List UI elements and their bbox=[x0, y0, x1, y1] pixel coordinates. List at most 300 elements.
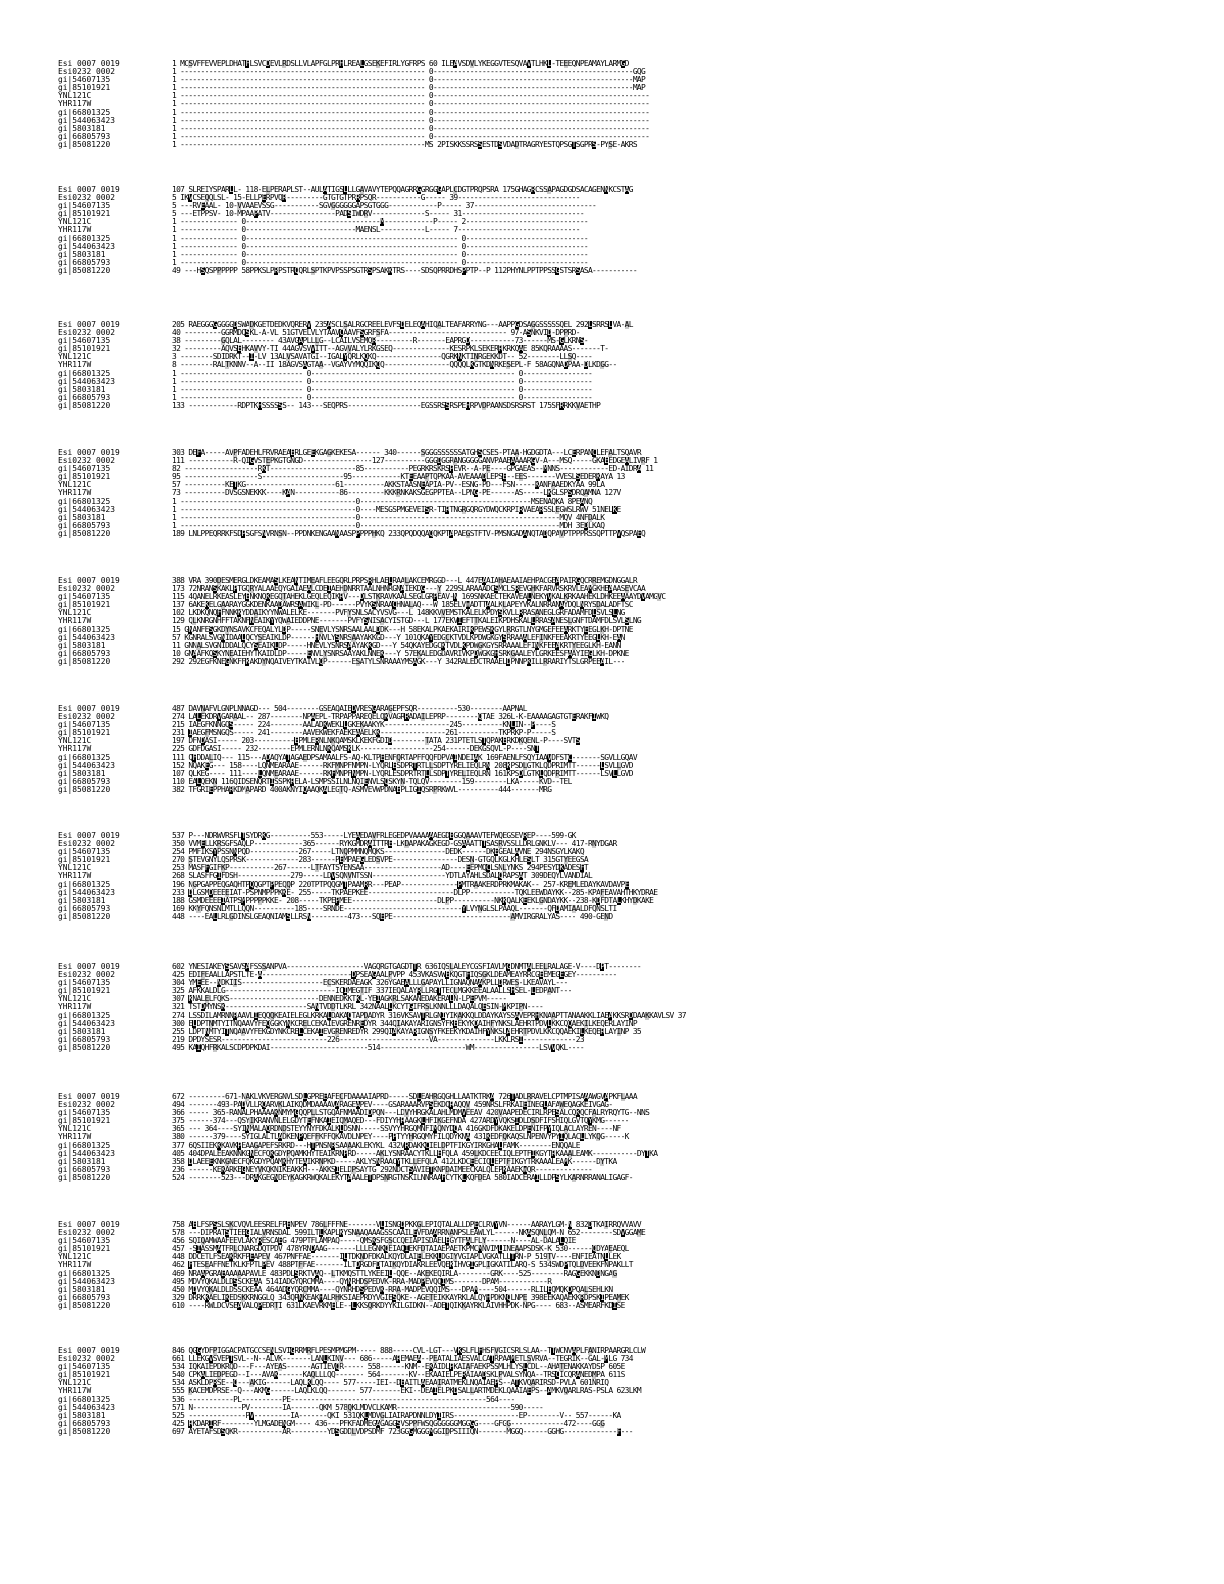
sequence-residues: 448 ----EALLRLGDINSLGEAQNIAMSLLRSN---------473---SQEPE-----------------------------AMVIRGRALYAS---- 490-GEND bbox=[172, 912, 613, 921]
alignment-row bbox=[58, 353, 1168, 361]
sequence-name: YHR117W bbox=[58, 1261, 92, 1270]
alignment-row bbox=[58, 194, 1168, 202]
alignment-row bbox=[58, 76, 1168, 84]
sequence-name: YNL121C bbox=[58, 218, 92, 227]
alignment-row bbox=[58, 721, 1168, 729]
sequence-residues: 388 VRA 390DESMERGLDKEAMASLKEANTIMEAFLEEGQRLPRPSRHLAELRAALAKCEMRGGD---L 447EAAIAHAEAAIAEHPACGEAPAIRGQCRREMGDNGGALR bbox=[172, 577, 637, 585]
alignment-row bbox=[58, 125, 1168, 133]
sequence-name: gi|85081220 bbox=[58, 140, 111, 149]
alignment-row bbox=[58, 1221, 1168, 1229]
alignment-row bbox=[58, 473, 1168, 481]
sequence-residues: 578 ---DIPRATSTIEEGIALVRNSDAL 599ILTLKAPLKYSNAAQAAAGSSCAAILEVFDAARRNANPSLEAWLYL------NKASQNLQM-N 652--------SDVGGAME bbox=[172, 1229, 646, 1238]
sequence-name: Esi0232 0002 bbox=[58, 971, 116, 980]
sequence-name: YNL121C bbox=[58, 1379, 92, 1388]
sequence-residues: 325 AFKKALDLG---------------------------ICIMEGTIF 337IEQALAYRLLRGTTECLMGKKEEALAALLSHSEL-LEDPANT--- bbox=[172, 987, 572, 996]
alignment-row bbox=[58, 1158, 1168, 1166]
sequence-name: gi|66801325 bbox=[58, 234, 111, 243]
sequence-residues: 219 DPDYSESR--------------------------226----------------------VA--------------LKKLRSI-------------23 bbox=[172, 1035, 584, 1044]
sequence-residues: 107 QLKEG---- 111----LQNMEARAAE------RKFMNPFNMPN-LYQRLESDPRTRTLLSDPTYRELIEQLRN 161KPSDLGTKLQDPRIMTT------LSVLLGVD bbox=[172, 769, 633, 778]
alignment-row bbox=[58, 1166, 1168, 1174]
sequence-residues: 525 --------------PV---------IA-------QKI 531QKLMDVGLIAIRAPDNNLDYIIRS----------------EP--------V-- 557------KA bbox=[172, 1411, 621, 1420]
sequence-residues: 274 LSSDILAMRNNRAAVLIEQQQKEAIELEGLKRKALDAKAQTAPDADYR 316VKSAVTRLGNIYIKAKKQLDDAYKAYSSAVEPRHKNAAPTTANAAKKLIAEAKKSRDDAAKKAVLSV 37 bbox=[172, 1011, 686, 1020]
sequence-residues: 107 SLREIYSPARLL- 118-ELPERAPLST--AULATIGSLLLGAVAVYTEPQQAGRRGGRGGGAPLCDGTPRQPSRA 175GHAGRCSSAPAGDGDSACAGENNKCSTAG bbox=[172, 186, 633, 194]
sequence-residues: 49 ---HSQSPPPPPP 58PPKSLPRPSTRQQRLSPTKPVPSSPSGTRSPSAKKTRS----SDSQPRRDHSPPTP--P 112PHYNLPPTPPSSGSTSRSASA----------- bbox=[172, 266, 637, 275]
sequence-name: gi|85101921 bbox=[58, 987, 111, 996]
sequence-name: gi|5803181 bbox=[58, 641, 106, 650]
alignment-row bbox=[58, 370, 1168, 378]
sequence-residues: 1 ------------------------------------------------------------ 0----------------------------------------------------- bbox=[172, 100, 650, 109]
sequence-residues: 274 LALEKDRVGARAAL-- 287--------NPAEPL-TRPAPPAREQELQKVAGRRADAILEPRP--------QTAE 326L-K-EAAAAGAGTGTERAKFIWKQ bbox=[172, 713, 609, 722]
sequence-residues: 1 ------------------------------ 0-------------------------------------------------- 0----------------- bbox=[172, 385, 593, 394]
alignment-row bbox=[58, 1428, 1168, 1436]
sequence-residues: 236 ------KEKARKEGNEYVKQKNIKEAKKH---AKKSIELDPSAYTG 292NDCTSAVIETKNPDAIMEECKALQLEPKAAEKWQR-------------- bbox=[172, 1165, 593, 1174]
sequence-residues: 1 ------------------------------------------------------------ 0----------------------------------------------------- bbox=[172, 132, 650, 141]
sequence-residues: 1 -------------------------------------------0----MESGSPMGEVEISR-TIRTNGRGQRGYDWQCKRPIRVAEARSSLEGWSLRWV 51NELKE bbox=[172, 505, 621, 514]
alignment-row bbox=[58, 626, 1168, 634]
sequence-residues: 73 ----------DVSGSNEKKK----KAN-----------86---------KKKRNKAKSGEGPPTEA--LPNG-PE------AS-----LKGLSPSDRQAMNA 127V bbox=[172, 489, 621, 498]
alignment-row bbox=[58, 378, 1168, 386]
sequence-residues: 846 QGGYDFPIGGACPATGCCSENLSVIGRRMRFLPESMPMGPM----- 888-----CVL-LGT---VKSLFLFHSFVGICSRLSLAA--TTWCNVAPLFANIRPAARGRLCLW bbox=[172, 1347, 646, 1355]
alignment-row bbox=[58, 457, 1168, 465]
sequence-name: Esi 0007 0019 bbox=[58, 963, 120, 971]
sequence-residues: 307 KNALELFQKS----------------------DENNEDKKTKL-YEIAGKRLSAKANEDAKERALN-LPEPVM----- bbox=[172, 995, 507, 1004]
alignment-row bbox=[58, 1020, 1168, 1028]
alignment-row bbox=[58, 321, 1168, 329]
sequence-name: Esi0232 0002 bbox=[58, 1355, 116, 1364]
sequence-residues: 270 STEVGNYLQSPRSK-------------283------PEMPAEGLEDSVPE----------------DESN-GTGQLKGLKHLESLT 315GTYEEGSA bbox=[172, 856, 588, 865]
alignment-row bbox=[58, 1253, 1168, 1261]
sequence-name: gi|66805793 bbox=[58, 393, 111, 402]
sequence-name: YNL121C bbox=[58, 737, 92, 746]
sequence-name: gi|5803181 bbox=[58, 896, 106, 905]
sequence-name: YNL121C bbox=[58, 864, 92, 873]
alignment-row bbox=[58, 522, 1168, 530]
sequence-name: gi|66805793 bbox=[58, 132, 111, 141]
alignment-row bbox=[58, 394, 1168, 402]
sequence-residues: 450 MDVYQKALDLDSSCKEAA 464ADGYQRCMMA----QYNRHDSPEDVK-RRA-MADPEVQQIMS---DPAM----504------RLILEQMQKDPQALSEHLKN bbox=[172, 1285, 613, 1294]
alignment-row bbox=[58, 141, 1168, 149]
alignment-row bbox=[58, 872, 1168, 880]
alignment-row bbox=[58, 1286, 1168, 1294]
alignment-row bbox=[58, 585, 1168, 593]
alignment-row bbox=[58, 881, 1168, 889]
sequence-name: gi|5803181 bbox=[58, 1285, 106, 1294]
sequence-name: gi|544063423 bbox=[58, 1403, 116, 1412]
alignment-row bbox=[58, 745, 1168, 753]
sequence-name: gi|544063423 bbox=[58, 1019, 116, 1028]
alignment-row bbox=[58, 60, 1168, 68]
sequence-residues: 1 ------------------------------ 0-------------------------------------------------- 0----------------- bbox=[172, 393, 593, 402]
sequence-name: gi|544063423 bbox=[58, 1277, 116, 1286]
sequence-name: gi|66801325 bbox=[58, 369, 111, 378]
sequence-residues: 3 --------SDIDRKT--I-LV 13ALVSAVATGI--IGALYQRLKQKQ----------------QGRKNKTINRGEKKDT-- 52--------LLSQ---- bbox=[172, 353, 593, 362]
alignment-row bbox=[58, 1387, 1168, 1395]
alignment-row bbox=[58, 1101, 1168, 1109]
alignment-row bbox=[58, 593, 1168, 601]
sequence-residues: 697 AYETAFSDSQKR-----------AR---------YDSGDDLVDPSDMF 723GGGMGGGMGGIDPSIIIQN-------MGGQ------GGHG-------------F--- bbox=[172, 1427, 633, 1436]
alignment-row bbox=[58, 1396, 1168, 1404]
sequence-residues: 188 GSMDEEEEIATPSMPPPPPKKE- 208-----TKPEPMEE---------------------DLPP----------NKKQALKEEKLGNDAYKK--238-KDFDTALKHYDKAKE bbox=[172, 896, 654, 905]
alignment-row bbox=[58, 386, 1168, 394]
sequence-residues: 1 -------------------------------------------0-------------------------------------------------MDH 3EDLKAQ bbox=[172, 521, 605, 530]
sequence-name: YNL121C bbox=[58, 1253, 92, 1262]
sequence-name: Esi 0007 0019 bbox=[58, 186, 120, 194]
alignment-row bbox=[58, 259, 1168, 267]
sequence-name: gi|85101921 bbox=[58, 601, 111, 610]
alignment-row bbox=[58, 1261, 1168, 1269]
sequence-name: gi|544063423 bbox=[58, 377, 116, 386]
sequence-name: gi|5803181 bbox=[58, 513, 106, 522]
alignment-row bbox=[58, 897, 1168, 905]
sequence-name: gi|66805793 bbox=[58, 904, 111, 913]
alignment-row bbox=[58, 329, 1168, 337]
sequence-name: gi|85081220 bbox=[58, 1427, 111, 1436]
sequence-name: gi|66801325 bbox=[58, 1395, 111, 1404]
alignment-row bbox=[58, 1174, 1168, 1182]
sequence-residues: 231 IAEGFMSNGQS----- 241--------AAVEKWEKFAEKEAAELKK----------------261----------TKPRKP-P-----S bbox=[172, 729, 556, 738]
alignment-row bbox=[58, 1412, 1168, 1420]
sequence-residues: 233 DLGSMDEEEEIAT-PSPNMPPPKKE- 255-----TKPAEPKEE---------------------DLPP-----------TQKLEEWDAYKK--285-KPAFEAVAHTHKYDRAE bbox=[172, 888, 658, 897]
sequence-name: Esi 0007 0019 bbox=[58, 1221, 120, 1229]
alignment-row bbox=[58, 995, 1168, 1003]
sequence-name: gi|54607135 bbox=[58, 1237, 111, 1246]
alignment-row bbox=[58, 1363, 1168, 1371]
sequence-residues: 536 -----------PL----------PE------------------------------------------------564---- bbox=[172, 1395, 515, 1404]
sequence-residues: 382 TFGRIEPPHARKDMAPARD 400AKNYIQAAQKALEGTQ-ASMVEVWPDNAEPLIGIQSRPRKWVL----------444-------MRG bbox=[172, 785, 552, 794]
sequence-name: gi|85101921 bbox=[58, 1117, 111, 1126]
sequence-name: gi|85101921 bbox=[58, 729, 111, 738]
sequence-residues: 1 -------------------------------------------0-------------------------------------------------MQV 4NFDALK bbox=[172, 513, 605, 522]
sequence-residues: 1 MCSVFFEVVEPLDHATFLSVCDEVLRDSLLVLAPFGLPRHLREALGSEKEFIRLYGFRPS 60 ILEAVSDVLYKEGGVTESQVAVTLHKL-TEEEQNPEAMAYLARMGD bbox=[172, 60, 629, 68]
alignment-row bbox=[58, 267, 1168, 275]
sequence-name: YHR117W bbox=[58, 361, 92, 370]
sequence-residues: 82 ------------------RKT---------------------85-----------PEGRKRSKRSPEVR--A-PE----GPGAEAS--MNNS------------ED-AIDRA 11 bbox=[172, 465, 654, 474]
sequence-residues: 358 DLAEEEKNKGNECFQKGDYPQAMKHYTEAIKRNPKD-----AKLYSNRAACYTKLLEFQLA 412LKDCEECIQLEPTFIKGYTRKAAALEAMK------DYTKA bbox=[172, 1157, 617, 1166]
sequence-residues: 380 ------379----SYIGLALTLADKENPQEFFKFFQKAVDLNPEY----PPTYYHRGQMYFILQDYKNA 431KEDFQKAQSLNPENVYPYIQLACLLYKQG-----K bbox=[172, 1133, 629, 1142]
alignment-row bbox=[58, 1420, 1168, 1428]
sequence-name: gi|66801325 bbox=[58, 880, 111, 889]
sequence-name: gi|85101921 bbox=[58, 856, 111, 865]
sequence-residues: 254 PMFIKSYPSSNNPQD------------267-----LTNQPMMNQMQKS---------------DEDK------DKEGEALAVNE 294NSGYLKAKQ bbox=[172, 848, 584, 857]
sequence-residues: 758 AELFSPSSLSKCVQVLEESRELFPENPEV 786LFFFNE-------VLISNGDPKKGLEPIQTALALLDPECLRVYVN------AARAYLGM-N 832DTKAIRRQVVAVV bbox=[172, 1221, 641, 1229]
sequence-residues: 1 -------------- 0---------------------------------------------------- 0------------------------------ bbox=[172, 258, 588, 267]
alignment-row bbox=[58, 1125, 1168, 1133]
alignment-row bbox=[58, 345, 1168, 353]
alignment-row bbox=[58, 889, 1168, 897]
sequence-residues: 1 ------------------------------ 0-------------------------------------------------- 0----------------- bbox=[172, 369, 593, 378]
alignment-row bbox=[58, 186, 1168, 194]
sequence-name: gi|85081220 bbox=[58, 401, 111, 410]
sequence-name: Esi 0007 0019 bbox=[58, 60, 120, 68]
sequence-residues: 102 LKDKQNQFFNNKKYDDAIKYYNWALELKE-------PVFYSNLSACYVSVG---L 148KKVVEMSTKALELKPDYSKVLLRRASANEGLGRFADAMFDLSVLSLNG bbox=[172, 609, 625, 618]
sequence-name: gi|85081220 bbox=[58, 266, 111, 275]
sequence-name: Esi0232 0002 bbox=[58, 329, 116, 338]
sequence-residues: 1 -------------- 0---------------------------------------------------- 0------------------------------ bbox=[172, 234, 588, 243]
alignment-row bbox=[58, 609, 1168, 617]
sequence-name: Esi0232 0002 bbox=[58, 457, 116, 466]
sequence-residues: 350 VVMELLKRSGFSAQLP------------365------RYKGMDRAITTRE-LKDAPAKAGKEGD-GSAAATTTSASRVSSLLDRLGNKLV--- 417-RNYDGAR bbox=[172, 840, 617, 849]
sequence-residues: 173 72NRANSKAKLPTGQRYALAAEQYGAIAEALCDEIAEHDNRRTAALNHNRGNAIEKDG---Y 229SLARAAADCSMCLSREVGHKFARVRSKRVLEAMGKHEAAASEVCAA bbox=[172, 585, 646, 594]
sequence-residues: 321 TSTDMYNSK--------------------SANTVDDTLKRL 342NAALLKCYTGIFRSLKNNLLLDAQALQESIN-MKPIPN---- bbox=[172, 1003, 544, 1012]
sequence-residues: 602 YNESIAKEYSSAVSAFSSSANPVA-------------------VAGQRGTGAGDTTR 636IQSLALEYCGSFIAVLMGDNMTALEELRALAGE-V----DPT-------- bbox=[172, 963, 641, 971]
sequence-name: Esi 0007 0019 bbox=[58, 1347, 120, 1355]
alignment-row bbox=[58, 1044, 1168, 1052]
alignment-row bbox=[58, 530, 1168, 538]
alignment-row bbox=[58, 1028, 1168, 1036]
sequence-name: gi|54607135 bbox=[58, 76, 111, 85]
sequence-name: YHR117W bbox=[58, 100, 92, 109]
alignment-row bbox=[58, 737, 1168, 745]
sequence-name: gi|85081220 bbox=[58, 785, 111, 794]
alignment-row bbox=[58, 770, 1168, 778]
alignment-row bbox=[58, 840, 1168, 848]
sequence-name: gi|66805793 bbox=[58, 1165, 111, 1174]
sequence-name: gi|5803181 bbox=[58, 1157, 106, 1166]
sequence-name: gi|66805793 bbox=[58, 777, 111, 786]
sequence-name: Esi0232 0002 bbox=[58, 1229, 116, 1238]
alignment-block bbox=[58, 1221, 1168, 1310]
alignment-row bbox=[58, 786, 1168, 794]
sequence-residues: 1 -------------- 0---------------------------------M------------P----- 2------------------------------ bbox=[172, 218, 588, 227]
sequence-name: gi|85101921 bbox=[58, 210, 111, 219]
sequence-name: YHR117W bbox=[58, 226, 92, 235]
sequence-residues: 495 MDVYQKALDLDSSCKEAA 514IADGYQRCMMA----QYNRHDSPEDVK-RRA-MADPEVQQIMS-------DPAM------------R bbox=[172, 1277, 552, 1286]
alignment-row bbox=[58, 1117, 1168, 1125]
sequence-name: YHR117W bbox=[58, 617, 92, 626]
sequence-residues: 457 -SIASSMATFRLCNARGDQTPDV 478YRNDAAG-------LLLEGNKQEIAQIEKFDTAIAEPAETKPMCMNVIMLINEAAPSDSK-K 530------QDYAEAEQL bbox=[172, 1245, 629, 1254]
alignment-row bbox=[58, 1278, 1168, 1286]
alignment-row bbox=[58, 1133, 1168, 1141]
sequence-residues: 1 ------------------------------------------------------------ 0----------------------------------------------------- bbox=[172, 92, 650, 101]
alignment-row bbox=[58, 650, 1168, 658]
sequence-name: gi|66801325 bbox=[58, 625, 111, 634]
sequence-name: gi|66805793 bbox=[58, 1419, 111, 1428]
sequence-name: gi|544063423 bbox=[58, 242, 116, 251]
sequence-name: YHR117W bbox=[58, 489, 92, 498]
alignment-row bbox=[58, 1109, 1168, 1117]
sequence-name: gi|544063423 bbox=[58, 761, 116, 770]
sequence-residues: 610 ----RWLDCVSEAVALQPEDRTI 631LKAEVRKMELE--LKKSQRKDYYKILGIDKN--ADETQIKKAYRKLAIVHHPDK-NPG---- 683--ASMEARFKDISE bbox=[172, 1301, 625, 1310]
sequence-residues: 365 --- 364----SYINMALAQRDNDSTEYYNYFDKALKLDSNN-----SSVYYHRGQMNFIMQNYDQA 416GKDFDKAKELDPENIFPYIQLACLAYREN----NF bbox=[172, 1125, 621, 1134]
alignment-block bbox=[58, 1347, 1168, 1436]
sequence-name: gi|5803181 bbox=[58, 1027, 106, 1036]
alignment-row bbox=[58, 1245, 1168, 1253]
sequence-name: gi|5803181 bbox=[58, 250, 106, 259]
sequence-residues: 1 ------------------------------------------------------------ 0----------------------------------------------------- bbox=[172, 116, 650, 125]
sequence-name: gi|544063423 bbox=[58, 1149, 116, 1158]
sequence-name: YNL121C bbox=[58, 481, 92, 490]
sequence-residues: 5 IKVCSEQQLSL- 15-ELLPERPVQR---------GTGTGTPRRPSQR-----------G----- 39------------------------------ bbox=[172, 194, 580, 203]
alignment-row bbox=[58, 243, 1168, 251]
sequence-name: Esi0232 0002 bbox=[58, 68, 116, 77]
sequence-residues: 11 GNNALSVGNIDDALQCYSEAIKLDP-----HNEVLYSNRSAAYAKKGD---Y 54QKAYEDGCKTVDLKPDWGKGYSRRAAALEFINKFEEAKRTYEEGLKH-EANN bbox=[172, 641, 621, 650]
sequence-name: Esi0232 0002 bbox=[58, 840, 116, 849]
sequence-name: gi|85101921 bbox=[58, 345, 111, 354]
sequence-name: gi|54607135 bbox=[58, 1363, 111, 1372]
sequence-residues: 133 ------------RDPTKHSSSSSS-- 143---SEQPRS------------------EGSSRSSRSPEHRPVDPAANSDSRSRST 175SFRRKKVAETHP bbox=[172, 401, 601, 410]
alignment-row bbox=[58, 1371, 1168, 1379]
alignment-row bbox=[58, 100, 1168, 108]
sequence-name: gi|54607135 bbox=[58, 979, 111, 988]
sequence-residues: 661 LLEKGVSVEPTSVL--N--ALVK-------LANLKINV--- 686-----AREMAEA--PEATALIAESVALCATRPAAMETLSVRVA--TEGRIK--GAL-MLG 734 bbox=[172, 1355, 633, 1364]
alignment-row bbox=[58, 68, 1168, 76]
sequence-name: gi|54607135 bbox=[58, 1109, 111, 1118]
alignment-row bbox=[58, 1294, 1168, 1302]
sequence-name: gi|544063423 bbox=[58, 633, 116, 642]
alignment-block bbox=[58, 449, 1168, 538]
alignment-row bbox=[58, 1302, 1168, 1310]
sequence-name: gi|5803181 bbox=[58, 385, 106, 394]
alignment-row bbox=[58, 905, 1168, 913]
alignment-row bbox=[58, 1355, 1168, 1363]
sequence-residues: 540 CPKALIEDPEGD--I---AVAK------KAQLLLQQ------- 564-------KV--EKAAIELPERAIAADSKLPVALSYNQA--TRSCICQRANEDMPA 611S bbox=[172, 1371, 625, 1380]
alignment-block bbox=[58, 60, 1168, 149]
sequence-residues: 225 GDFDGASI----- 232--------EPMLERNLNKQAMSKLK------------------254------DEKGSQVL-P----SNT bbox=[172, 745, 540, 754]
sequence-name: YNL121C bbox=[58, 353, 92, 362]
sequence-residues: 329 DRRKKAELIKEDSKKRNGGLQ 343QRNKEAKHALRHKSIAEPRDYVGIESQKE--AGETEIKKAYRKLALQYHPDKNQLNPE 398EEKAQAEKKRDPSKIPEAMEK bbox=[172, 1293, 629, 1302]
sequence-residues: 189 LNLPPEQRRKFSDPSGFSNVRNSN--PPDNKENGAANAASPPPPPHKQ 233QPQDQQAQQKPTAPAEGSTFTV-PMSNGADANQTADQPAVPTPPPRSSQPTTPVQSPAEQ bbox=[172, 529, 646, 538]
sequence-residues: 534 ASKLDPRSE--Q---AKIG------LAQLKLQQ---- 577-----IEI--DEAITLAEAAIRATMEKLNQAIAEPS--ATKVQARIRSD-PVLA 601NRIQ bbox=[172, 1379, 609, 1388]
sequence-residues: 255 LDPTNMTYITNQAAVYFEKGDYNKCRELCEKAIEVGRENREDYR 299QIAKAYARIGNSYFKEEKYKDAIHFYNKSLAEHRTPDVLKKCQQAEKILKEQERLAYINP 35 bbox=[172, 1027, 641, 1036]
sequence-residues: 672 ---------671-NAKLVKVERGNVLSDLGPREEAFECFDAAAAIAPRD-----SDLEAHRGQGHLLAATKTRKA 726TADLRRAVELCPTMPISAAAWGVAPKFLAAA bbox=[172, 1093, 637, 1101]
sequence-residues: 95 ------------------S--------------------95------------KTEEAAPTQPKAA-AVEAAADLEPSE--EES-------VVESLSEDERKAYA 13 bbox=[172, 473, 625, 482]
sequence-residues: 377 6QSIIEKKKAVKPEAAGAPEFSRKRD---HTPNSNRSAAAAKLEKYKL 432VRDAKKCIELDPTFIKGYIRKGHALFAMK--------ENQQALE bbox=[172, 1141, 580, 1150]
sequence-name: gi|66805793 bbox=[58, 1035, 111, 1044]
alignment-row bbox=[58, 577, 1168, 585]
alignment-row bbox=[58, 1229, 1168, 1237]
sequence-name: YHR117W bbox=[58, 872, 92, 881]
sequence-name: gi|85101921 bbox=[58, 1371, 111, 1380]
alignment-row bbox=[58, 1347, 1168, 1355]
sequence-residues: 15 GNANFESGKDYNSAVKCFEQALYLDP-----SNEVLYSNRSAALAALDDK---H 58EKALPKAEKAIRIKPEWSKGYLRRGTLNYGMGEFEEARKTYEEGLKH-DPTNE bbox=[172, 625, 633, 634]
alignment-row bbox=[58, 1150, 1168, 1158]
alignment-row bbox=[58, 117, 1168, 125]
sequence-residues: 5 ---ETPPSV- 10-MPAAPATV----------------PADSIWDRV-------------S----- 31------------------------------ bbox=[172, 210, 584, 219]
sequence-residues: 1 -------------- 0---------------------------MAENSL-----------L----- 7------------------------------ bbox=[172, 226, 580, 235]
alignment-block bbox=[58, 186, 1168, 275]
sequence-name: gi|544063423 bbox=[58, 116, 116, 125]
sequence-name: gi|66805793 bbox=[58, 649, 111, 658]
sequence-name: YNL121C bbox=[58, 995, 92, 1004]
sequence-name: gi|66805793 bbox=[58, 258, 111, 267]
alignment-row bbox=[58, 489, 1168, 497]
sequence-residues: 205 RAEGGGGGGGGDSWADKGETDEDKVQRERV 235ASCLSALRGCREELEVFSDELEQAHIQALTEAFARRYNG---AAPPGDSAGGSSSSSQEL 292LSRRSLVA-AL bbox=[172, 321, 633, 329]
sequence-residues: 425 RKDARIRF--------YLMGADENGM---- 436---PFKFADMEGAGAGGSVSPPFWSQGGGGGGMGGGG----GFGG-------------472----GGG bbox=[172, 1419, 605, 1428]
alignment-row bbox=[58, 1003, 1168, 1011]
sequence-residues: 10 GNAAFKQSKYNEAIEHYTKAIDLDP-----ENVLYSNRSAAYAKLNNEK---Y 57EKALEDGDAVRIVKPDWGKGHSRKGAALEYLGRKEESFAAYIEGLKH-DPKNE bbox=[172, 649, 629, 658]
sequence-residues: 253 MASFFGIFKP-----------267------LTFAYTSYENSAA-------------------AD----EEPMQCLSNLYNKS 294PESYDKADESFT bbox=[172, 864, 588, 873]
sequence-residues: 571 N------------PV--------IA-------QKM 578QKLMDVCLKAMR----------------------------590----- bbox=[172, 1403, 544, 1412]
sequence-residues: 375 ------374---QSYIKRANVNLELGDYTEFNKAIEIQMAQED---FDIYYHRAAGKLHFIKGEFNDA 427ARDYVQKSIDLDSDFIFSHIQLGVTQYKMG------ bbox=[172, 1117, 629, 1126]
sequence-residues: 303 DEFA-----AVPFADEHLFRVRAEAERLGEEKGAGKEKESA------ 340------SGGGSSSSSSATGHSCSES-PTAA-HGDGDTA---LCERPANCLEFALTSQAVR bbox=[172, 449, 641, 457]
sequence-name: gi|5803181 bbox=[58, 124, 106, 133]
sequence-name: YHR117W bbox=[58, 1133, 92, 1142]
alignment-row bbox=[58, 84, 1168, 92]
sequence-name: Esi0232 0002 bbox=[58, 713, 116, 722]
alignment-row bbox=[58, 1237, 1168, 1245]
sequence-name: gi|544063423 bbox=[58, 505, 116, 514]
sequence-residues: 38 ---------GQLAL-------- 43AVGAPLLLG--LCAILVSEMQR---------R-------EAPRGD-----------73------MS-GLKRNS- bbox=[172, 337, 588, 346]
sequence-residues: 366 ----- 365-RANALPHAAAAKNMYMGQQPLLSTGQAFNMAADIDPQN---LDVYHRGKALAHLMDMVEEAV 420VAAPEDECIRLRPESALCQKQCFALRYRQYTG--NNS bbox=[172, 1109, 650, 1118]
sequence-residues: 494 -------493-PADVLLRQARVKLAIKQDMDAAAAVARAGEAPEV----GSARAAARVPSEKDQRAQQV 459NRSLFRKAIEINEGLAFAWEQAGKEIVGAG- bbox=[172, 1101, 613, 1110]
sequence-residues: 534 IQKAIEPDKRQD---F---AYEAS------AGTIEVQR----- 558------KNM--EKAIDLPKAIAFAEKPSSMLHLYSLCDL--AHATENAKKAYDSP 605E bbox=[172, 1363, 625, 1372]
sequence-residues: 197 DFNDASI----- 203----------EPMLERNLNKQAMSKLKEKFGDID--------TATA 231PTETLSTQPAKERKDKQENL-P----SVTS bbox=[172, 737, 580, 746]
sequence-residues: 1 ------------------------------------------------------------ 0-------------------------------------------------MAP bbox=[172, 76, 646, 85]
sequence-residues: 215 IAEGFKNNGQS----- 224--------AALADKWEKLLGKEKAAKYK----------------245----------KNLIN--P----S bbox=[172, 721, 556, 730]
alignment-row bbox=[58, 634, 1168, 642]
alignment-row bbox=[58, 1012, 1168, 1020]
alignment-row bbox=[58, 361, 1168, 369]
sequence-residues: 111 QFDDALIQ--- 115---ADAQYATAGAEDPSAMAALFS-AQ-KLTPEENFQRTAPFFQQFDPVAINDEIAK 169FAENLFSQYIAAVDFSTC-------SGVLLGQAV bbox=[172, 753, 637, 762]
sequence-residues: 40 ---------GGRMDQSKL-A-VL 51GTVELVLYTAAVCAAVFSGRFSFA----------------------------- 97-ASNKVID-DPPRD- bbox=[172, 329, 580, 338]
sequence-residues: 537 P---NDRWVRSFLTSYDRKG----------553-----LYEAEDAVFRLEGEDPVAAAAAAEGDEGGQAAAVTEFWQEGSEVREP----599-GK bbox=[172, 832, 576, 840]
sequence-name: gi|85101921 bbox=[58, 1245, 111, 1254]
sequence-name: gi|54607135 bbox=[58, 337, 111, 346]
sequence-residues: 292 292EGFKNEGNKFFKAKDYNQAIVEYTKAIVLQP------ESATYLSNRAAAYMSAGK---Y 342RALEDCTRAAELDPNNPKILLRRARIYTSLGRPEEAIL--- bbox=[172, 657, 625, 666]
sequence-residues: 462 FTESEAFFNETKLKFPTLPEV 488PTFFAE-------ILTDRGDFDTAIKQYDIAKRLEEVQEKIHVGIGPLIGKATILARQ-S 534SWDPTQLDVEEKFNPAKLLT bbox=[172, 1261, 633, 1270]
sequence-name: gi|85101921 bbox=[58, 84, 111, 93]
sequence-name: Esi 0007 0019 bbox=[58, 577, 120, 585]
alignment-row bbox=[58, 1093, 1168, 1101]
sequence-residues: 300 ELDPTNMTYITNQAAVYFEQGGKYNKCRELCEKAIEVGRENREDYR 344QIAKAYARIGNSYFKEEKYKDAIHFYNKSLAEHRTPDVLKKCQQAEKILKEQERLAYINP bbox=[172, 1019, 637, 1028]
sequence-name: YNL121C bbox=[58, 92, 92, 101]
sequence-residues: 1 -------------------------------------------0------------------------------------------MSENAQKA 8PEANQ bbox=[172, 497, 593, 506]
sequence-residues: 487 DAVNAFVLGNPLNNAGD--- 504--------GSEAQAIEDVRESGARAGEPFSQR----------530--------AAPNAL bbox=[172, 705, 527, 713]
sequence-residues: 5 ---RVEAAL- 10-VVAAEVSSG-----------SGVGGGGGGAPSGTGGG------------P----- 37------------------------------ bbox=[172, 202, 597, 211]
sequence-name: YHR117W bbox=[58, 1003, 92, 1012]
alignment-row bbox=[58, 210, 1168, 218]
sequence-residues: 1 ------------------------------ 0-------------------------------------------------- 0----------------- bbox=[172, 377, 593, 386]
sequence-name: Esi0232 0002 bbox=[58, 585, 116, 594]
sequence-residues: 268 SLASFFGIFDSH-------------279-----LDVSQNVNTSSN------------------YDTLAYAHLSDALQRAPSAT 309DEQYLVANDIAL bbox=[172, 872, 593, 881]
sequence-name: gi|5803181 bbox=[58, 1411, 106, 1420]
sequence-name: gi|66801325 bbox=[58, 1011, 111, 1020]
alignment-row bbox=[58, 202, 1168, 210]
sequence-name: YHR117W bbox=[58, 1387, 92, 1396]
sequence-residues: 1 -------------- 0---------------------------------------------------- 0------------------------------ bbox=[172, 242, 588, 251]
sequence-residues: 152 NQAKEG--- 158----LQNMEARAAE------RKFMNPFNMPN-LYQRLESDPRTRTLLSDPTYRELIEQLRN 208KPSDLGTKLQDPRIMTT------LSVLLGVD bbox=[172, 761, 633, 770]
sequence-name: gi|544063423 bbox=[58, 888, 116, 897]
alignment-row bbox=[58, 514, 1168, 522]
alignment-row bbox=[58, 971, 1168, 979]
alignment-row bbox=[58, 729, 1168, 737]
sequence-name: Esi 0007 0019 bbox=[58, 832, 120, 840]
sequence-name: Esi 0007 0019 bbox=[58, 449, 120, 457]
sequence-residues: 115 4QANELRKEASLEYENKNQKEGQTAHEKLGEQLEQIKRV---DLSTKRAVKAALSEGLGRPEAV-N 169SNKAECTEKAVEALNEKYVKALKRKAAHEKLDHKEEAAAYDVAMGVC bbox=[172, 593, 666, 602]
alignment-row bbox=[58, 713, 1168, 721]
sequence-name: gi|54607135 bbox=[58, 202, 111, 211]
alignment-row bbox=[58, 987, 1168, 995]
sequence-name: gi|66805793 bbox=[58, 1293, 111, 1302]
alignment-row bbox=[58, 1270, 1168, 1278]
alignment-row bbox=[58, 658, 1168, 666]
sequence-residues: 1 ------------------------------------------------------------ 0-------------------------------------------------GQG bbox=[172, 68, 646, 77]
alignment-row bbox=[58, 754, 1168, 762]
sequence-name: gi|85081220 bbox=[58, 529, 111, 538]
sequence-name: gi|54607135 bbox=[58, 593, 111, 602]
alignment-row bbox=[58, 226, 1168, 234]
sequence-name: gi|85081220 bbox=[58, 1301, 111, 1310]
alignment-block bbox=[58, 832, 1168, 921]
sequence-residues: 169 KKYFQNSNLMTLLQQN----------185----SRNDE-----------------------------YLVYNGLSLPAAQL-------QFDAMIAALDFQNSLTI bbox=[172, 904, 617, 913]
sequence-residues: 495 KAIQHFRKALSCDPDPKDAI------------------------514---------------------WM----------------LSVVQKL---- bbox=[172, 1043, 584, 1052]
sequence-residues: 405 404DPALEEAKNNKGNECFQKGDYPQAMKHYTEAIKRNPRD-----AKLYSNRAACYTKLLEFQLA 459LKDCEECIQLEPTFIKGYTRKAAALEAMK-----------DYTKA bbox=[172, 1149, 658, 1158]
sequence-name: gi|85081220 bbox=[58, 1173, 111, 1182]
sequence-name: Esi0232 0002 bbox=[58, 194, 116, 203]
alignment-block bbox=[58, 705, 1168, 794]
sequence-name: Esi 0007 0019 bbox=[58, 705, 120, 713]
alignment-row bbox=[58, 864, 1168, 872]
